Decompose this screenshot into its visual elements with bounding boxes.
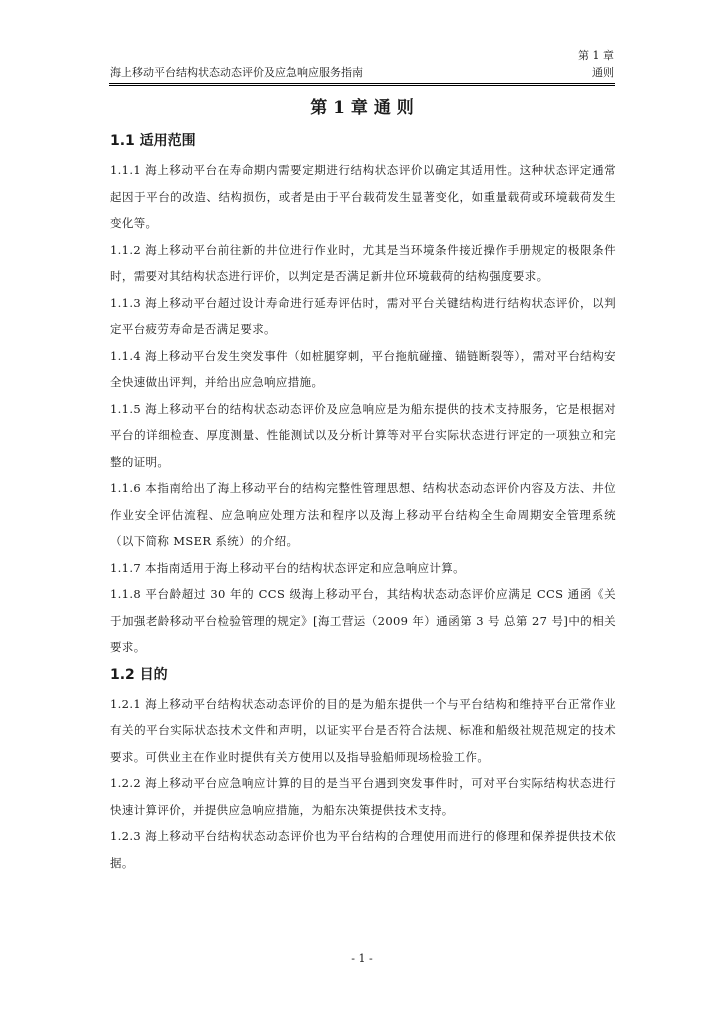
section-heading-scope: 1.1 适用范围 [110,133,196,149]
paragraph-1-1-4: 1.1.4 海上移动平台发生突发事件（如桩腿穿刺，平台拖航碰撞、锚链断裂等），需对平台结构安全快速做出评判，并给出应急响应措施。 [110,348,616,389]
header-chapter-name: 通则 [592,66,614,79]
paragraph-1-1-6: 1.1.6 本指南给出了海上移动平台的结构完整性管理思想、结构状态动态评价内容及方法、井位作业安全评估流程、应急响应处理方法和程序以及海上移动平台结构全生命周期安全管理系统（以下简称 MSER 系统）的介绍。 [110,481,616,548]
page-number: - 1 - [351,952,373,965]
paragraph-1-1-5: 1.1.5 海上移动平台的结构状态动态评价及应急响应是为船东提供的技术支持服务，它是根据对平台的详细检查、厚度测量、性能测试以及分析计算等对平台实际状态进行评定的一项独立和完整的证明。 [110,401,616,469]
chapter-title: 第 1 章 通 则 [310,98,414,118]
header-document-title: 海上移动平台结构状态动态评价及应急响应服务指南 [110,66,363,79]
section-heading-purpose: 1.2 目的 [110,666,168,683]
header-chapter-number: 第 1 章 [578,49,614,62]
paragraph-1-1-7: 1.1.7 本指南适用于海上移动平台的结构状态评定和应急响应计算。 [110,560,465,575]
paragraph-1-2-1: 1.2.1 海上移动平台结构状态动态评价的目的是为船东提供一个与平台结构和维持平台正常作业有关的平台实际状态技术文件和声明，以证实平台是否符合法规、标准和船级社规范规定的技术要求。可供业主在作业时提供有关方使用以及指导验船师现场检验工作。 [110,696,616,764]
body-content [110,128,616,876]
paragraph-1-2-2: 1.2.2 海上移动平台应急响应计算的目的是当平台遇到突发事件时，可对平台实际结构状态进行快速计算评价，并提供应急响应措施，为船东决策提供技术支持。 [110,776,616,817]
header-rule [109,83,615,86]
paragraph-1-1-3: 1.1.3 海上移动平台超过设计寿命进行延寿评估时，需对平台关键结构进行结构状态评价，以判定平台疲劳寿命是否满足要求。 [110,295,616,336]
paragraph-1-2-3: 1.2.3 海上移动平台结构状态动态评价也为平台结构的合理使用而进行的修理和保养提供技术依据。 [110,829,616,870]
paragraph-1-1-8: 1.1.8 平台龄超过 30 年的 CCS 级海上移动平台，其结构状态动态评价应满足 CCS 通函《关于加强老龄移动平台检验管理的规定》[海工营运（2009 年）通函第 3 号 总第 27 号]中的相关要求。 [110,587,616,654]
paragraph-1-1-1: 1.1.1 海上移动平台在寿命期内需要定期进行结构状态评价以确定其适用性。这种状态评定通常起因于平台的改造、结构损伤，或者是由于平台载荷发生显著变化，如重量载荷或环境载荷发生变化等。 [110,163,616,230]
paragraph-1-1-2: 1.1.2 海上移动平台前往新的井位进行作业时，尤其是当环境条件接近操作手册规定的极限条件时，需要对其结构状态进行评价，以判定是否满足新井位环境载荷的结构强度要求。 [110,242,616,283]
